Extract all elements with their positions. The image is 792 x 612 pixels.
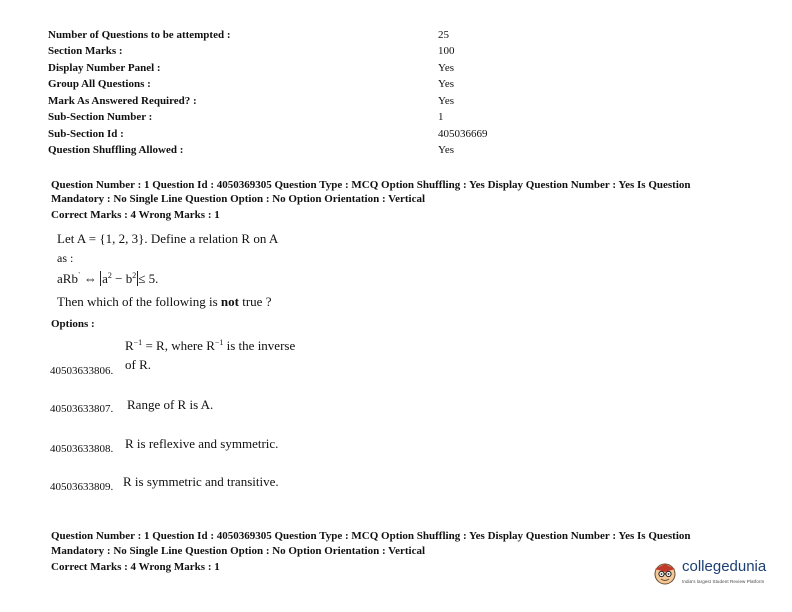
- question-text-emphasis: not: [220, 294, 239, 309]
- relation-lhs: aRb: [57, 271, 78, 286]
- meta-label: Number of Questions to be attempted :: [48, 29, 231, 41]
- meta-value: Yes: [438, 62, 455, 74]
- option-text: R is reflexive and symmetric.: [125, 436, 279, 451]
- option-text-part: R: [125, 338, 134, 353]
- options-label: Options :: [51, 318, 95, 330]
- meta-label: Question Shuffling Allowed :: [48, 144, 184, 156]
- relation-b: b: [125, 271, 133, 286]
- relation-a: a: [102, 271, 108, 286]
- meta-label: Section Marks :: [48, 45, 123, 57]
- option-text-part: = R, where R: [142, 338, 215, 353]
- option-text-part: is the inverse: [223, 338, 296, 353]
- question-marks: Correct Marks : 4 Wrong Marks : 1: [51, 209, 220, 221]
- option-id: 40503633806.: [50, 365, 114, 377]
- question-header-line: Mandatory : No Single Line Question Option : No Option Orientation : Vertical: [51, 545, 426, 557]
- mascot-icon: [652, 560, 678, 586]
- question-header-line: Question Number : 1 Question Id : 4050369305 Question Type : MCQ Option Shuffling : Yes Display Question Number : Yes Is Question: [51, 179, 691, 191]
- option-text: R is symmetric and transitive.: [123, 474, 279, 489]
- meta-value: Yes: [438, 78, 455, 90]
- option-text: [125, 338, 295, 354]
- brand-tagline: India's largest Student Review Platform: [682, 579, 765, 584]
- collegedunia-logo: [652, 558, 772, 592]
- question-marks: Correct Marks : 4 Wrong Marks : 1: [51, 561, 220, 573]
- option-id: 40503633807.: [50, 403, 114, 415]
- question-text-part: true ?: [238, 294, 272, 309]
- iff-symbol: ⇔: [83, 271, 97, 286]
- question-text-part: Then which of the following is: [57, 294, 221, 309]
- meta-value: 1: [438, 111, 444, 123]
- superscript: −1: [133, 338, 143, 347]
- question-header-line: Question Number : 1 Question Id : 4050369305 Question Type : MCQ Option Shuffling : Yes Display Question Number : Yes Is Question: [51, 530, 691, 542]
- meta-value: Yes: [438, 95, 455, 107]
- meta-value: 405036669: [438, 128, 488, 140]
- question-relation: aRb` ⇔ $a^2 - b^2 \le 5$.: [57, 271, 159, 286]
- meta-label: Display Number Panel :: [48, 62, 161, 74]
- meta-label: Sub-Section Id :: [48, 128, 124, 140]
- question-text-line: [57, 294, 271, 310]
- question-text-line: Let A = {1, 2, 3}. Define a relation R on A: [57, 231, 279, 246]
- superscript: −1: [214, 338, 224, 347]
- question-header-line: Mandatory : No Single Line Question Option : No Option Orientation : Vertical: [51, 193, 426, 205]
- relation-rhs: ≤ 5.: [138, 271, 159, 286]
- option-id: 40503633809.: [50, 481, 114, 493]
- meta-label: Sub-Section Number :: [48, 111, 153, 123]
- option-text: of R.: [125, 357, 151, 372]
- option-text: Range of R is A.: [127, 397, 214, 412]
- absolute-value-expression: [100, 271, 138, 286]
- question-text-line: as :: [57, 251, 74, 265]
- power: 2: [107, 271, 112, 280]
- meta-label: Group All Questions :: [48, 78, 151, 90]
- brand-name: collegedunia: [682, 558, 767, 575]
- power: 2: [132, 271, 137, 280]
- minus: −: [111, 271, 126, 286]
- meta-value: Yes: [438, 144, 455, 156]
- option-id: 40503633808.: [50, 443, 114, 455]
- meta-value: 25: [438, 29, 449, 41]
- meta-value: 100: [438, 45, 455, 57]
- meta-label: Mark As Answered Required? :: [48, 95, 197, 107]
